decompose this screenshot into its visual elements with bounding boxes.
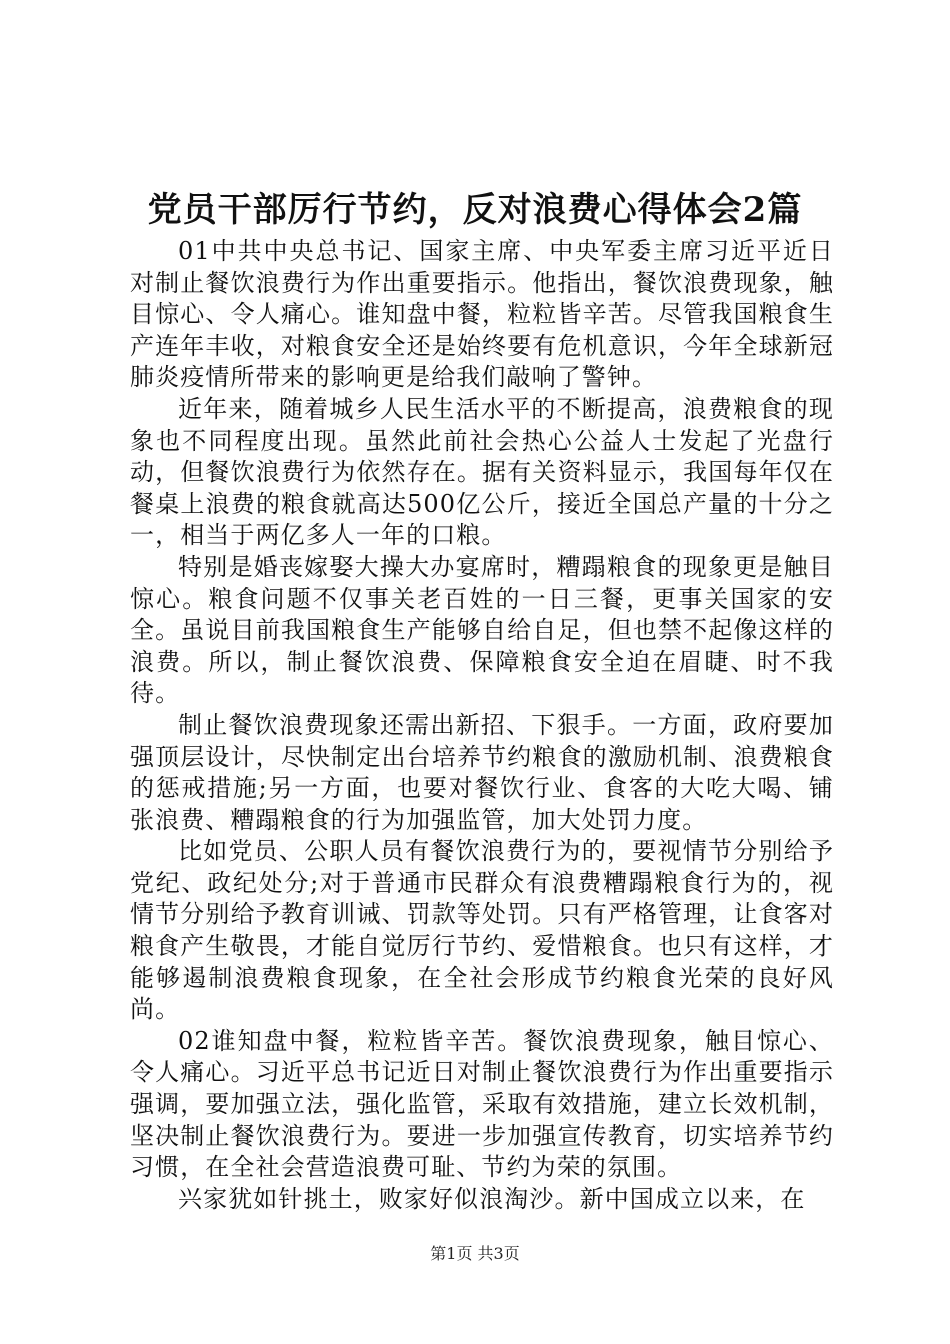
paragraph: 01中共中央总书记、国家主席、中央军委主席习近平近日对制止餐饮浪费行为作出重要指示。他指出，餐饮浪费现象，触目惊心、令人痛心。谁知盘中餐，粒粒皆辛苦。尽管我国粮食生产连年丰收，对粮食安全还是始终要有危机意识，今年全球新冠肺炎疫情所带来的影响更是给我们敲响了警钟。 [130,237,834,392]
paragraph: 特别是婚丧嫁娶大操大办宴席时，糟蹋粮食的现象更是触目惊心。粮食问题不仅事关老百姓的一日三餐，更事关国家的安全。虽说目前我国粮食生产能够自给自足，但也禁不起像这样的浪费。所以，制止餐饮浪费、保障粮食安全迫在眉睫、时不我待。 [130,552,834,708]
paragraph: 02谁知盘中餐，粒粒皆辛苦。餐饮浪费现象，触目惊心、令人痛心。习近平总书记近日对制止餐饮浪费行为作出重要指示强调，要加强立法，强化监管，采取有效措施，建立长效机制，坚决制止餐饮浪费行为。要进一步加强宣传教育，切实培养节约习惯，在全社会营造浪费可耻、节约为荣的氛围。 [130,1026,834,1182]
document-title: 党员干部厉行节约，反对浪费心得体会2篇 [147,190,803,230]
document-body [130,236,834,1215]
page-number-footer: 第1页 共3页 [430,1244,520,1263]
paragraph: 近年来，随着城乡人民生活水平的不断提高，浪费粮食的现象也不同程度出现。虽然此前社会热心公益人士发起了光盘行动，但餐饮浪费行为依然存在。据有关资料显示，我国每年仅在餐桌上浪费的粮食就高达500亿公斤，接近全国总产量的十分之一，相当于两亿多人一年的口粮。 [130,394,834,550]
paragraph: 兴家犹如针挑土，败家好似浪淘沙。新中国成立以来，在 [178,1184,806,1213]
paragraph: 制止餐饮浪费现象还需出新招、下狠手。一方面，政府要加强顶层设计，尽快制定出台培养节约粮食的激励机制、浪费粮食的惩戒措施;另一方面，也要对餐饮行业、食客的大吃大喝、铺张浪费、糟蹋粮食的行为加强监管，加大处罚力度。 [130,710,834,834]
paragraph: 比如党员、公职人员有餐饮浪费行为的，要视情节分别给予党纪、政纪处分;对于普通市民群众有浪费糟蹋粮食行为的，视情节分别给予教育训诫、罚款等处罚。只有严格管理，让食客对粮食产生敬畏，才能自觉厉行节约、爱惜粮食。也只有这样，才能够遏制浪费粮食现象，在全社会形成节约粮食光荣的良好风尚。 [130,837,834,1024]
